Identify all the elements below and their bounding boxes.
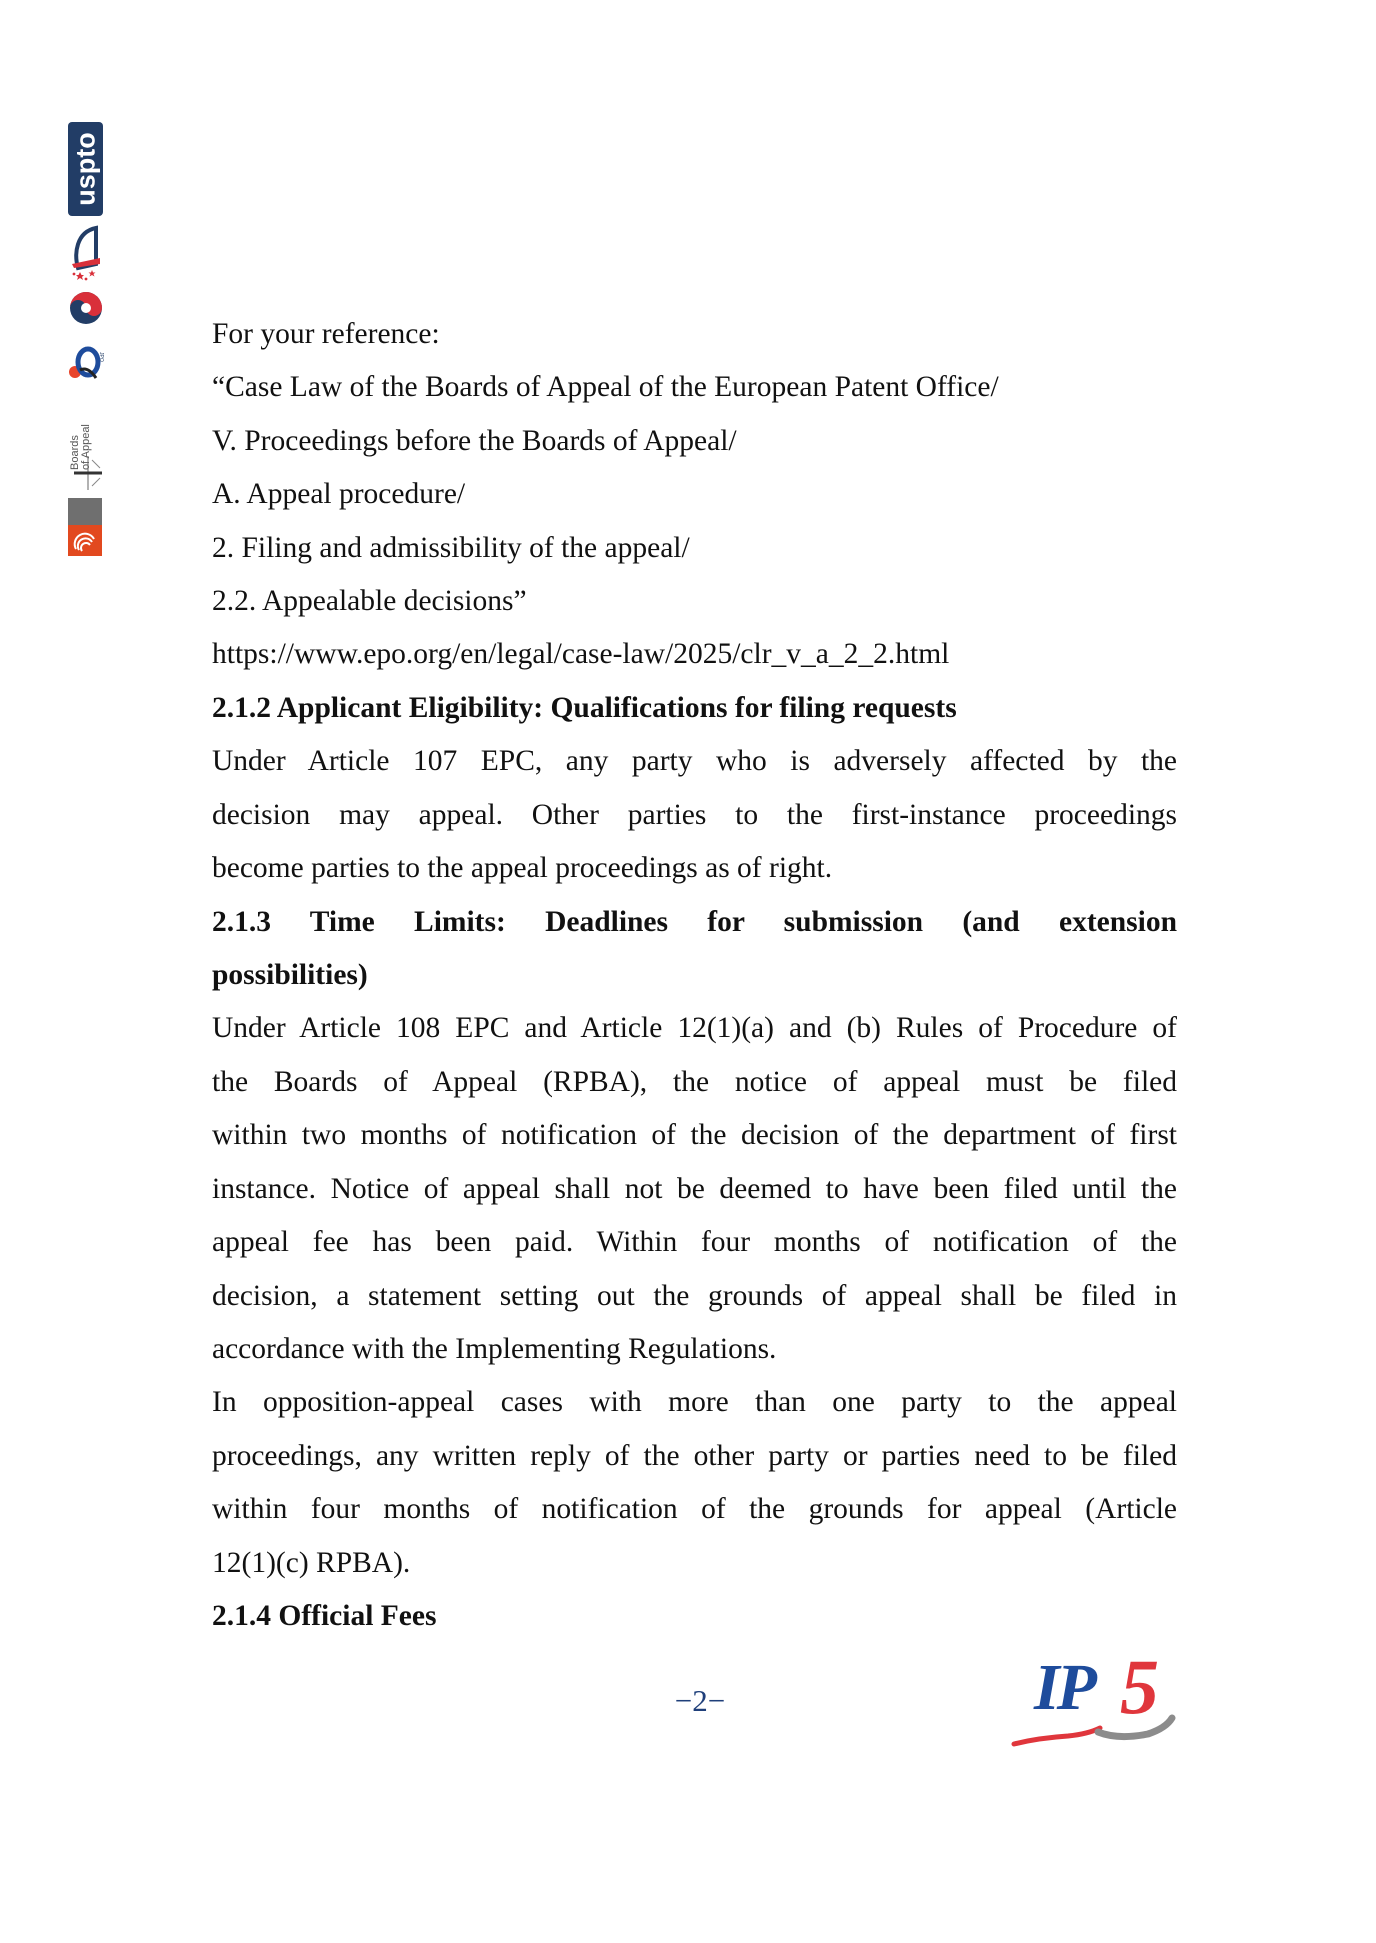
epo-logo-orange-block <box>68 525 102 556</box>
uspto-logo-text: uspto <box>70 132 100 206</box>
paragraph-line: within four months of notification of the grounds for appeal (Article <box>212 1493 1177 1525</box>
paragraph-line: instance. Notice of appeal shall not be deemed to have been filed until the <box>212 1173 1177 1205</box>
uspto-logo <box>68 122 103 216</box>
reference-citation-line: V. Proceedings before the Boards of Appeal/ <box>212 425 737 457</box>
paragraph-line: decision may appeal. Other parties to the first-instance proceedings <box>212 799 1177 831</box>
section-heading-2-1-3-cont: possibilities) <box>212 959 368 991</box>
reference-citation-line: A. Appeal procedure/ <box>212 478 466 510</box>
paragraph-line: become parties to the appeal proceedings as of right. <box>212 852 833 884</box>
epo-logo <box>68 498 102 556</box>
paragraph-line: Under Article 108 EPC and Article 12(1)(a) and (b) Rules of Procedure of <box>212 1012 1177 1044</box>
paragraph-line: 12(1)(c) RPBA). <box>212 1547 411 1579</box>
ip5-logo <box>1008 1643 1178 1748</box>
paragraph-line: Under Article 107 EPC, any party who is adversely affected by the <box>212 745 1177 777</box>
office-logos-strip <box>60 118 110 563</box>
boards-of-appeal-logo-text: Boards of Appeal <box>69 424 92 470</box>
ip5-logo-ip: IP <box>1034 1651 1094 1724</box>
paragraph-line: appeal fee has been paid. Within four months of notification of the <box>212 1226 1177 1258</box>
epo-logo-grey-block <box>68 498 102 525</box>
paragraph-line: decision, a statement setting out the grounds of appeal shall be filed in <box>212 1280 1177 1312</box>
reference-citation-line: 2.2. Appealable decisions” <box>212 585 527 617</box>
epo-fingerprint-icon <box>68 525 102 556</box>
reference-url-link[interactable]: https://www.epo.org/en/legal/case-law/2025/clr_v_a_2_2.html <box>212 638 950 670</box>
paragraph-line: proceedings, any written reply of the other party or parties need to be filed <box>212 1440 1177 1472</box>
section-heading-2-1-4: 2.1.4 Official Fees <box>212 1600 437 1632</box>
boards-of-appeal-scales-icon <box>66 364 106 494</box>
reference-citation-line: “Case Law of the Boards of Appeal of the European Patent Office/ <box>212 371 999 403</box>
ip5-logo-5: 5 <box>1120 1643 1159 1730</box>
cnipa-logo-icon <box>66 224 106 282</box>
page-number: −2− <box>674 1683 726 1718</box>
paragraph-line: within two months of notification of the decision of the department of first <box>212 1119 1177 1151</box>
jpo-logo-text: JPO <box>98 352 104 362</box>
paragraph-line: In opposition-appeal cases with more than one party to the appeal <box>212 1386 1177 1418</box>
reference-citation-line: 2. Filing and admissibility of the appeal/ <box>212 532 690 564</box>
paragraph-line: the Boards of Appeal (RPBA), the notice of appeal must be filed <box>212 1066 1177 1098</box>
kipo-logo-icon <box>68 290 104 326</box>
reference-intro: For your reference: <box>212 318 440 350</box>
paragraph-line: accordance with the Implementing Regulations. <box>212 1333 777 1365</box>
section-heading-2-1-2: 2.1.2 Applicant Eligibility: Qualifications for filing requests <box>212 692 957 724</box>
section-heading-2-1-3: 2.1.3 Time Limits: Deadlines for submission (and extension <box>212 906 1177 938</box>
